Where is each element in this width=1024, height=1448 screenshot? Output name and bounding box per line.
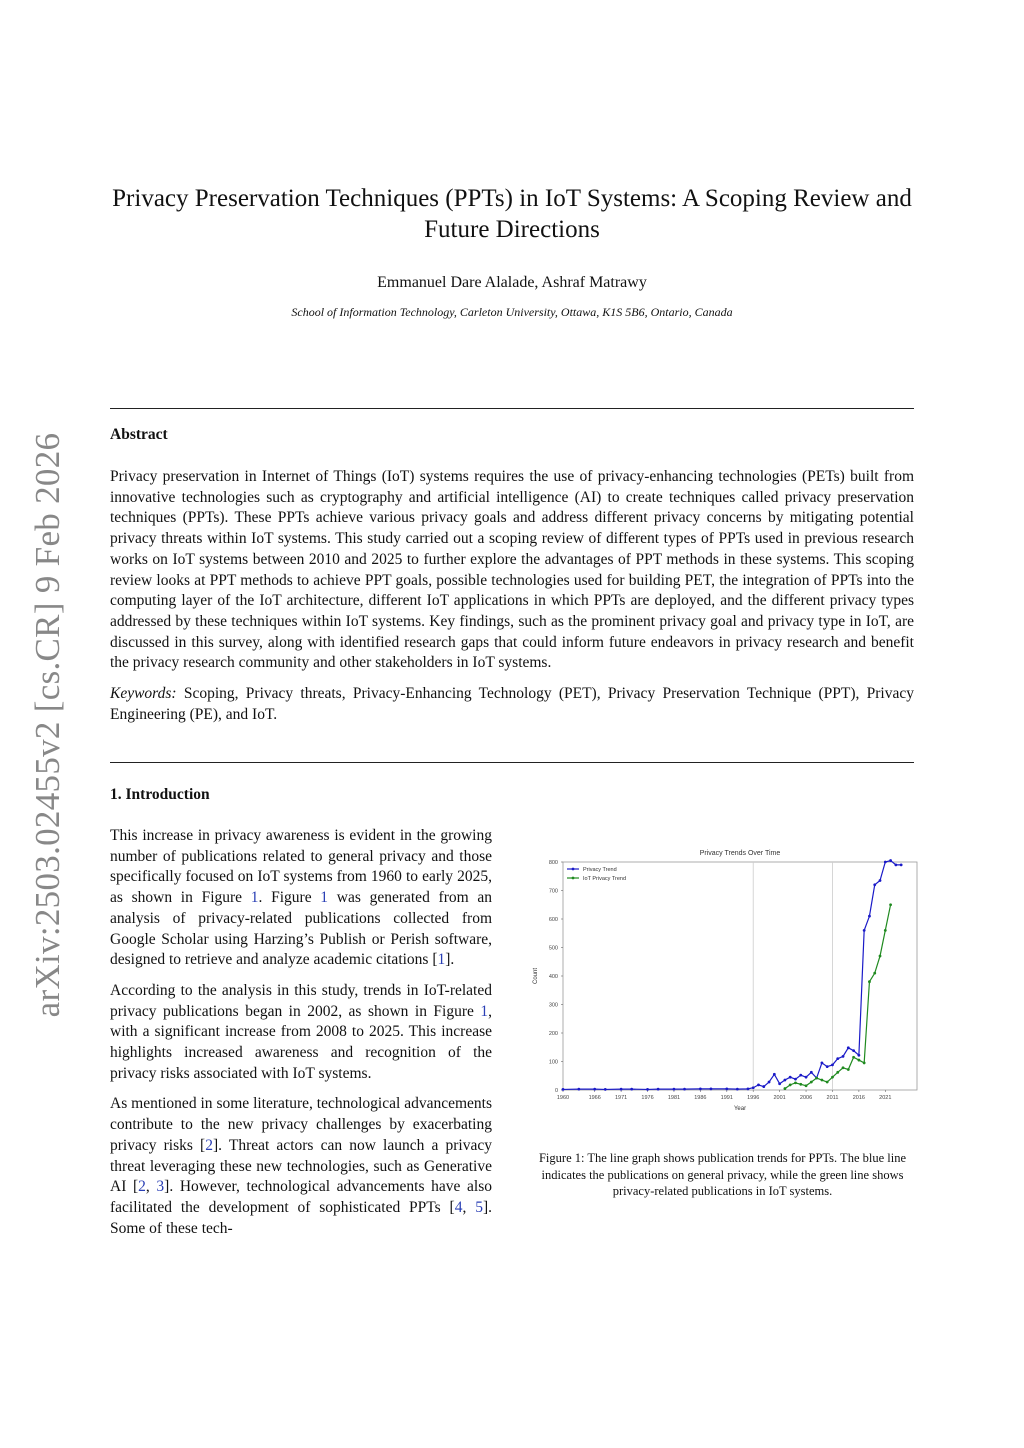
data-point [826, 1065, 829, 1068]
data-point [710, 1087, 713, 1090]
x-tick-label: 2011 [826, 1095, 839, 1101]
data-point [868, 915, 871, 918]
data-point [879, 955, 882, 958]
legend-marker [572, 868, 575, 871]
data-point [810, 1071, 813, 1074]
data-point [805, 1084, 808, 1087]
data-point [604, 1088, 607, 1091]
data-point [794, 1081, 797, 1084]
citation-link[interactable]: 2 [205, 1136, 213, 1154]
abstract-top-rule [110, 408, 914, 409]
y-tick-label: 700 [548, 888, 558, 895]
data-point [593, 1088, 596, 1091]
data-point [863, 1062, 866, 1065]
x-tick-label: 2001 [773, 1095, 786, 1101]
data-point [842, 1066, 845, 1069]
data-point [784, 1079, 787, 1082]
x-tick-label: 2016 [852, 1095, 866, 1101]
data-point [620, 1088, 623, 1091]
abstract-body [110, 467, 914, 735]
x-tick-label: 2006 [799, 1095, 813, 1101]
data-point [889, 903, 892, 906]
data-point [847, 1068, 850, 1071]
data-point [852, 1049, 855, 1052]
data-point [842, 1055, 845, 1058]
privacy-trends-chart [525, 842, 925, 1132]
data-point [884, 929, 887, 932]
plot-area [563, 862, 917, 1090]
keywords-label: Keywords: [110, 685, 177, 703]
data-point [789, 1083, 792, 1086]
chart-title: Privacy Trends Over Time [699, 850, 781, 857]
x-axis-label: Year [733, 1106, 747, 1112]
y-tick-label: 600 [548, 917, 558, 923]
figure-ref-link[interactable]: 1 [320, 889, 329, 907]
x-tick-label: 1991 [720, 1095, 733, 1101]
intro-paragraph-2: According to the analysis in this study, trends in IoT-related privacy publications began in 2002, as shown in Figure 1, with a significant increase from 2008 to 2025. This increase highlights increased awareness and recognition of the privacy risks associated with IoT systems. [110, 981, 492, 1082]
abstract-bottom-rule [110, 762, 914, 763]
data-point [799, 1074, 802, 1077]
data-point [831, 1076, 834, 1079]
citation-link[interactable]: 3 [156, 1178, 165, 1196]
x-tick-label: 1971 [614, 1095, 628, 1101]
citation-link[interactable]: 5 [475, 1198, 483, 1216]
intro-body [110, 826, 492, 1249]
data-point [683, 1088, 686, 1091]
data-point [852, 1056, 855, 1059]
intro-paragraph-3: As mentioned in some literature, technological advancements contribute to the new privacy challenges by exacerbating privacy risks [2]. Threat actors can now launch a privacy threat leveraging these new technologies, such as Generative AI [2, 3]. However, technological advancements have also facilitated the development of sophisticated PPTs [4, 5]. Some of these tech- [110, 1095, 493, 1237]
data-point [873, 972, 876, 975]
data-point [757, 1083, 760, 1086]
y-axis-label: Count [533, 967, 539, 985]
x-tick-label: 1976 [641, 1095, 654, 1101]
data-point [752, 1086, 755, 1089]
abstract-text: Privacy preservation in Internet of Things (IoT) systems requires the use of privacy-enhancing technologies (PETs) built from innovative technologies such as cryptography and artificial intelligence (AI) to create techniques called privacy preservation techniques (PPTs). These PPTs achieve various privacy goals and address different privacy concerns by mitigating potential privacy threats within IoT systems. This study carried out a scoping review of different types of PPTs used in previous research works on IoT systems between 2010 and 2025 to further explore the advantages of PPT methods in these systems. This scoping review looks at PPT methods to achieve PPT goals, possible technologies used for building PET, the integration of PPTs into the computing layer of the IoT architecture, different IoT applications in which PPTs are deployed, and the different privacy types addressed by these techniques within IoT systems. Key findings, such as the prominent privacy goal and privacy type in IoT, are discussed in this survey, along with identified research gaps that could inform future endeavors in privacy research and benefit the privacy research community and other stakeholders in IoT systems. [110, 468, 914, 672]
data-point [562, 1088, 565, 1091]
x-tick-label: 1996 [747, 1095, 760, 1101]
data-point [646, 1088, 649, 1091]
x-tick-label: 1960 [556, 1095, 570, 1101]
data-point [810, 1081, 813, 1084]
figure-ref-link[interactable]: 1 [480, 1002, 489, 1020]
data-point [773, 1073, 776, 1076]
data-point [900, 863, 903, 866]
x-tick-label: 2021 [879, 1095, 892, 1101]
data-point [778, 1082, 781, 1085]
y-tick-label: 0 [554, 1088, 558, 1094]
data-point [863, 929, 866, 932]
paper-authors: Emmanuel Dare Alalade, Ashraf Matrawy [377, 274, 647, 291]
keywords-line [110, 684, 914, 725]
data-point [889, 859, 892, 862]
data-point [820, 1079, 823, 1082]
x-tick-label: 1986 [694, 1095, 707, 1101]
data-point [836, 1057, 839, 1060]
data-point [673, 1088, 676, 1091]
y-tick-label: 500 [548, 945, 558, 952]
y-tick-label: 100 [548, 1059, 558, 1066]
y-tick-label: 800 [548, 860, 558, 866]
x-tick-label: 1966 [588, 1095, 601, 1101]
data-point [820, 1062, 823, 1065]
legend-marker [572, 877, 575, 880]
data-point [736, 1088, 739, 1091]
data-point [857, 1054, 860, 1057]
y-tick-label: 200 [548, 1031, 558, 1037]
figure-caption: Figure 1: The line graph shows publication trends for PPTs. The blue line indicates the publications on general privacy, while the green line shows privacy-related publications in IoT systems. [538, 1151, 907, 1198]
data-point [657, 1088, 660, 1091]
abstract-heading: Abstract [110, 426, 168, 443]
data-point [630, 1088, 633, 1091]
data-point [879, 879, 882, 882]
data-point [747, 1087, 750, 1090]
keywords-text: Scoping, Privacy threats, Privacy-Enhancing Technology (PET), Privacy Preservation Technique (PPT), Privacy Engineering (PE), and IoT. [110, 685, 914, 723]
data-point [868, 980, 871, 983]
data-point [799, 1083, 802, 1086]
y-tick-label: 300 [548, 1002, 558, 1009]
data-point [768, 1081, 771, 1084]
data-point [725, 1087, 728, 1090]
data-point [857, 1059, 860, 1062]
y-tick-label: 400 [548, 974, 558, 980]
intro-heading: 1. Introduction [110, 786, 210, 803]
arxiv-identifier: arXiv:2503.02455v2 [cs.CR] 9 Feb 2026 [28, 432, 67, 1018]
paper-affiliation: School of Information Technology, Carleton University, Ottawa, K1S 5B6, Ontario, Canada [291, 305, 733, 319]
paper-title: Privacy Preservation Techniques (PPTs) in IoT Systems: A Scoping Review and Future Directions [112, 185, 912, 243]
citation-link[interactable]: 1 [437, 951, 446, 969]
data-point [805, 1076, 808, 1079]
citation-link[interactable]: 2 [138, 1178, 146, 1196]
data-point [577, 1088, 580, 1091]
data-point [836, 1071, 839, 1074]
data-point [826, 1081, 829, 1084]
data-point [699, 1087, 702, 1090]
data-point [884, 861, 887, 864]
data-point [784, 1087, 787, 1090]
data-point [762, 1085, 765, 1088]
x-tick-label: 1981 [667, 1095, 681, 1101]
data-point [847, 1046, 850, 1049]
legend-label: Privacy Trend [583, 867, 617, 873]
data-point [794, 1078, 797, 1081]
data-point [789, 1076, 792, 1079]
legend-label: IoT Privacy Trend [583, 876, 626, 882]
intro-paragraph-1: This increase in privacy awareness is evident in the growing number of publications related to general privacy and those specifically focused on IoT systems from 1960 to early 2025, as shown in Figure 1. Figure 1 was generated from an analysis of privacy-related publications collected from Google Scholar using Harzing’s Publish or Perish software, designed to retrieve and analyze academic citations [1]. [110, 827, 492, 969]
citation-link[interactable]: 4 [454, 1198, 463, 1216]
arxiv-sidebar [18, 430, 78, 1020]
data-point [831, 1064, 834, 1067]
figure-ref-link[interactable]: 1 [250, 889, 259, 907]
data-point [815, 1077, 818, 1080]
data-point [873, 883, 876, 886]
data-point [894, 863, 897, 866]
